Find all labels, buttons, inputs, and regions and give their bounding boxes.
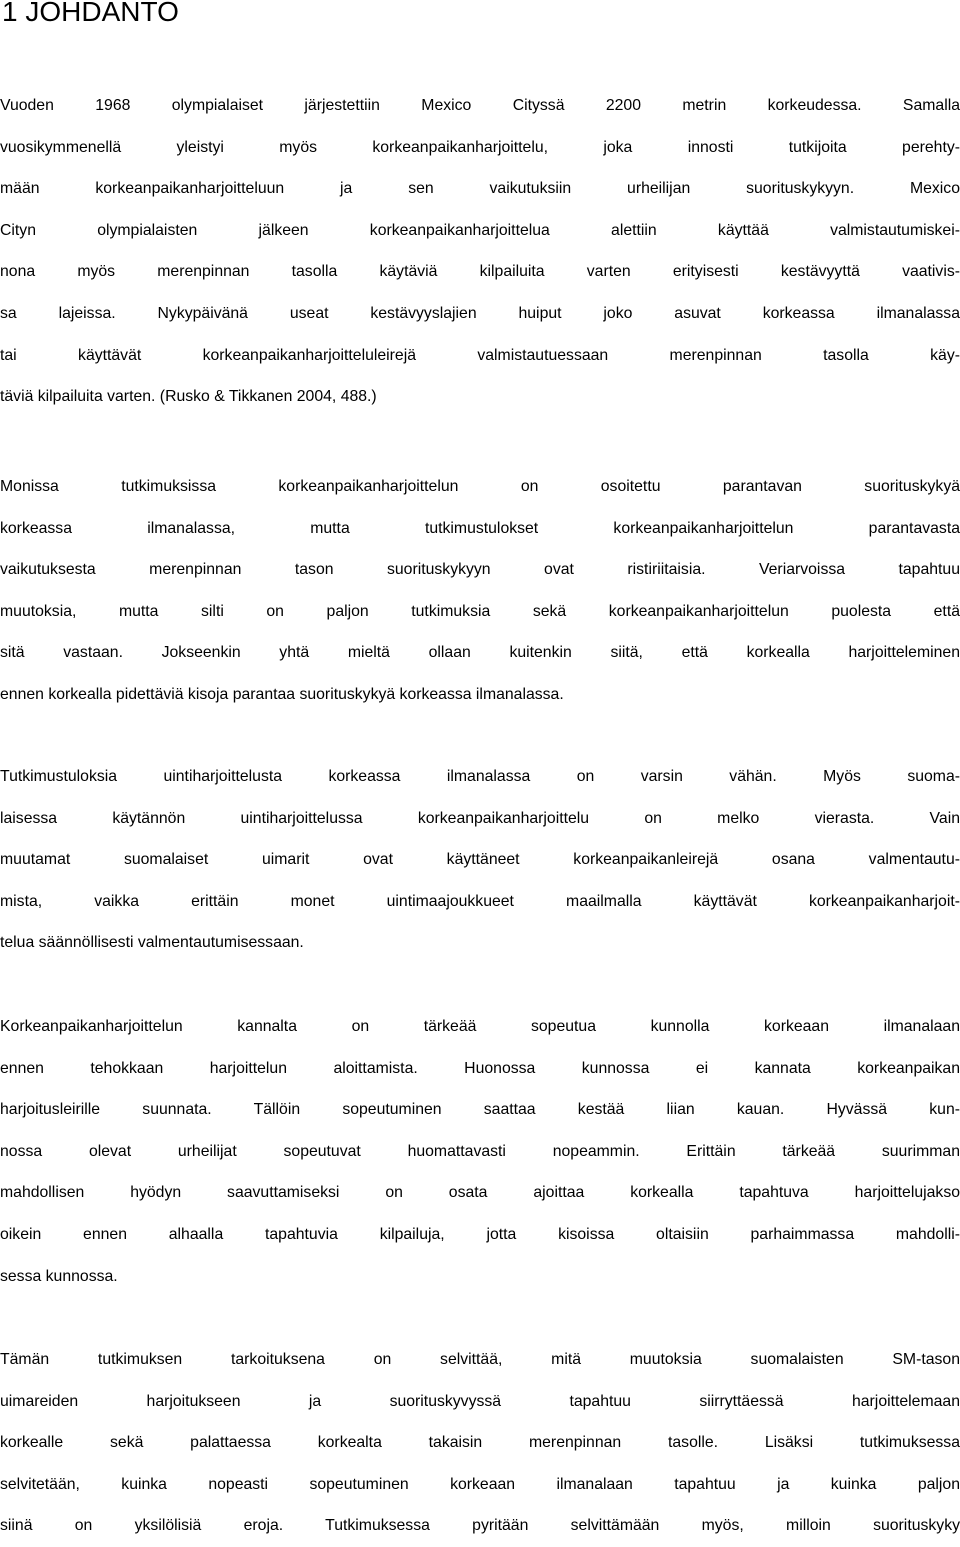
text-line: laisessa käytännön uintiharjoittelussa korkeanpaikanharjoittelu on melko vierasta. Vain (0, 809, 960, 827)
text-line: uimareiden harjoitukseen ja suorituskyvyssä tapahtuu siirryttäessä harjoittelemaan (0, 1392, 960, 1410)
paragraph-5 (0, 1339, 960, 1547)
text-line: vaikutuksesta merenpinnan tason suorituskykyyn ovat ristiriitaisia. Veriarvoissa tapahtuu (0, 561, 960, 579)
text-line: Tutkimustuloksia uintiharjoittelusta korkeassa ilmanalassa on varsin vähän. Myös suoma- (0, 768, 960, 785)
text-line: ennen korkealla pidettäviä kisoja parantaa suorituskykyä korkeassa ilmanalassa. (0, 685, 564, 703)
text-line: korkealle sekä palattaessa korkealta takaisin merenpinnan tasolle. Lisäksi tutkimuksessa (0, 1434, 960, 1452)
text-line: selvitetään, kuinka nopeasti sopeutuminen korkeaan ilmanalaan tapahtuu ja kuinka paljon (0, 1475, 960, 1493)
text-line: sessa kunnossa. (0, 1267, 118, 1285)
text-line: muutoksia, mutta silti on paljon tutkimuksia sekä korkeanpaikanharjoittelun puolesta että (0, 602, 960, 620)
text-line: Monissa tutkimuksissa korkeanpaikanharjoittelun on osoitettu parantavan suorituskykyä (0, 478, 960, 495)
text-line: oikein ennen alhaalla tapahtuvia kilpailuja, jotta kisoissa oltaisiin parhaimmassa mahdolli- (0, 1225, 960, 1243)
text-line: mista, vaikka erittäin monet uintimaajoukkueet maailmalla käyttävät korkeanpaikanharjoit- (0, 892, 960, 910)
section-heading: 1 JOHDANTO (2, 0, 179, 27)
text-line: muutamat suomalaiset uimarit ovat käyttäneet korkeanpaikanleirejä osana valmentautu- (0, 851, 960, 869)
paragraph-3 (0, 756, 960, 964)
text-line: tai käyttävät korkeanpaikanharjoitteluleirejä valmistautuessaan merenpinnan tasolla käy- (0, 346, 960, 364)
paragraph-2 (0, 466, 960, 716)
text-line: telua säännöllisesti valmentautumisessaan. (0, 934, 304, 952)
text-line: sa lajeissa. Nykypäivänä useat kestävyyslajien huiput joko asuvat korkeassa ilmanalassa (0, 304, 960, 322)
paragraph-4 (0, 1006, 960, 1297)
text-line: harjoitusleirille suunnata. Tällöin sopeutuminen saattaa kestää liian kauan. Hyvässä kun- (0, 1101, 960, 1119)
paragraph-1 (0, 85, 960, 418)
text-line: vuosikymmenellä yleistyi myös korkeanpaikanharjoittelu, joka innosti tutkijoita perehty- (0, 138, 960, 156)
text-line: ennen tehokkaan harjoittelun aloittamista. Huonossa kunnossa ei kannata korkeanpaikan (0, 1059, 960, 1077)
text-line: nona myös merenpinnan tasolla käytäviä kilpailuita varten erityisesti kestävyyttä vaativis- (0, 263, 960, 281)
text-line: nossa olevat urheilijat sopeutuvat huomattavasti nopeammin. Erittäin tärkeää suurimman (0, 1142, 960, 1160)
text-line: Tämän tutkimuksen tarkoituksena on selvittää, mitä muutoksia suomalaisten SM-tason (0, 1351, 960, 1368)
text-line: täviä kilpailuita varten. (Rusko & Tikkanen 2004, 488.) (0, 388, 377, 406)
text-line: Vuoden 1968 olympialaiset järjestettiin Mexico Cityssä 2200 metrin korkeudessa. Samalla (0, 97, 960, 114)
text-line: siinä on yksilölisiä eroja. Tutkimuksessa pyritään selvittämään myös, milloin suorituskyky (0, 1517, 960, 1535)
text-line: korkeassa ilmanalassa, mutta tutkimustulokset korkeanpaikanharjoittelun parantavasta (0, 519, 960, 537)
text-line: Cityn olympialaisten jälkeen korkeanpaikanharjoittelua alettiin käyttää valmistautumiskei- (0, 221, 960, 239)
text-line: mään korkeanpaikanharjoitteluun ja sen vaikutuksiin urheilijan suorituskykyyn. Mexico (0, 180, 960, 198)
text-line: sitä vastaan. Jokseenkin yhtä mieltä ollaan kuitenkin siitä, että korkealla harjoitteleminen (0, 644, 960, 662)
text-line: mahdollisen hyödyn saavuttamiseksi on osata ajoittaa korkealla tapahtuva harjoittelujakso (0, 1184, 960, 1202)
text-line: Korkeanpaikanharjoittelun kannalta on tärkeää sopeutua kunnolla korkeaan ilmanalaan (0, 1018, 960, 1035)
